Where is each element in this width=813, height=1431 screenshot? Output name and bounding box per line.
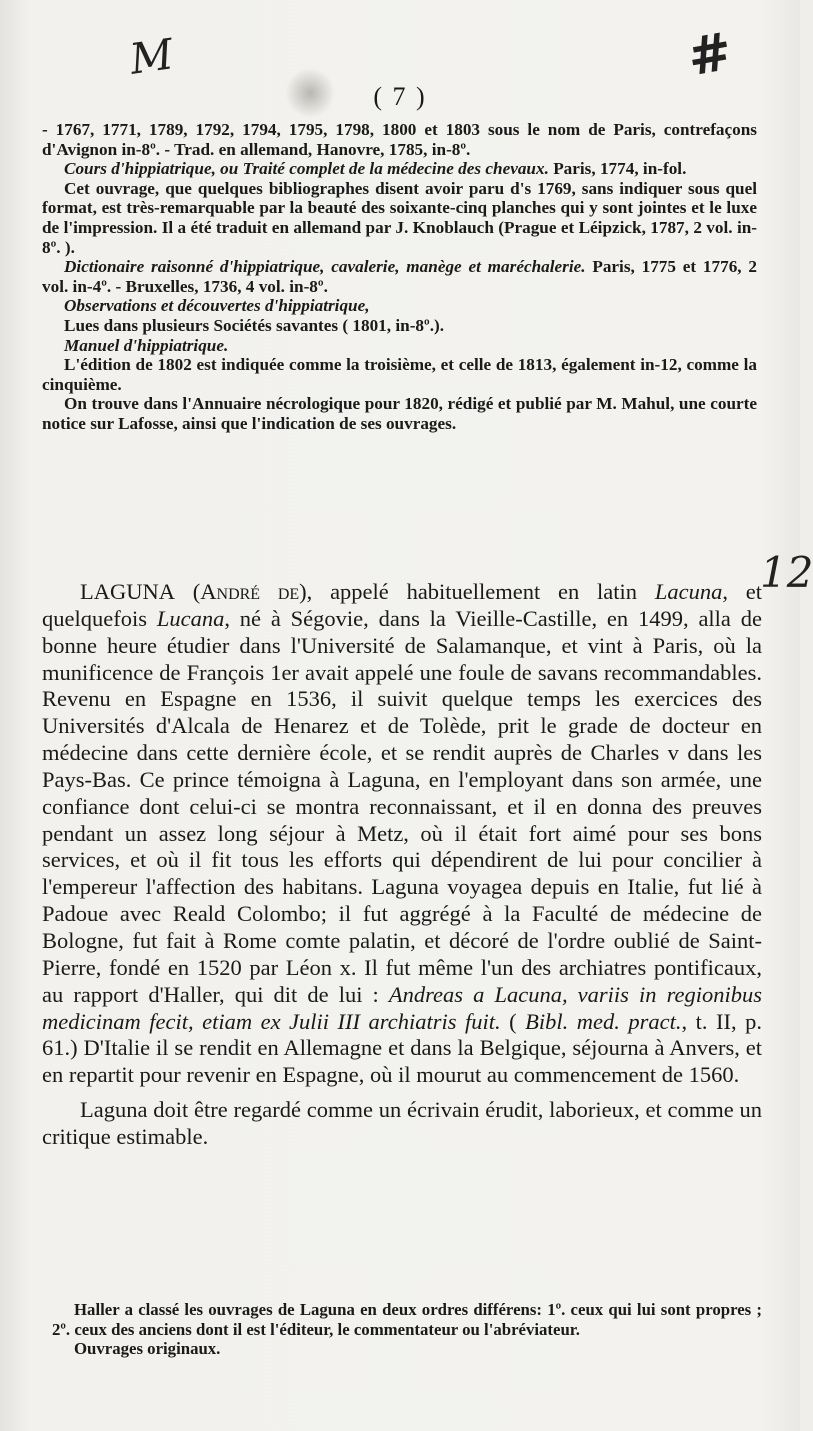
work-cours-note: Cet ouvrage, que quelques bibliographes disent avoir paru d's 1769, sans indiquer sous quel format, est très-remarquable par la beauté des soixante-cinq planches qui y sont jointes et le luxe de l'impression. Il a été traduit en allemand par J. Knoblauch (Prague et Léipzick, 1787, 2 vol. in-8º. ). [42, 178, 757, 257]
work-observations: Observations et découvertes d'hippiatrique, [64, 296, 370, 316]
work-cours: Cours d'hippiatrique, ou Traité complet de la médecine des chevaux. Paris, 1774, in-fol. [64, 159, 687, 179]
lafosse-bibliography [42, 120, 757, 434]
laguna-biography: LAGUNA (André de), appelé habituellement en latin Lacuna, et quelquefois Lucana, né à Ségovie, dans la Vieille-Castille, en 1499, alla de bonne heure étudier dans l'Université de Salamanque, et vint à Paris, où la munificence de François 1er avait appelé une foule de savans recommandables. Revenu en Espagne en 1536, il suivit quelque temps les exercices des Universités d'Alcala de Henarez et de Tolède, prit le grade de docteur en médecine dans cette dernière école, et se rendit auprès de Charles v dans les Pays-Bas. Ce prince témoigna à Laguna, en l'employant dans son armée, une confiance dont celui-ci se montra reconnaissant, et il en donna des preuves pendant un assez long séjour à Metz, où il était fort aimé pour ses bons services, et où il fit tous les efforts qui dépendirent de lui pour concilier à l'empereur l'affection des habitans. Laguna voyagea depuis en Italie, fut lié à Padoue avec Reald Colombo; il fut aggrégé à la Faculté de médecine de Bologne, fut fait à Rome comte palatin, et décoré de l'ordre oublié de Saint-Pierre, fondé en 1520 par Léon x. Il fut même l'un des archiatres pontificaux, au rapport d'Haller, qui dit de lui : Andreas a Lacuna, variis in regionibus medicinam fecit, etiam ex Julii III archiatris fuit. ( Bibl. med. pract., t. II, p. 61.) D'Italie il se rendit en Allemagne et dans la Belgique, séjourna à Anvers, et en repartit pour revenir en Espagne, où il mourut au commencement de 1560. [42, 579, 763, 1088]
work-observations-note: Lues dans plusieurs Sociétés savantes ( 1801, in-8º.). [64, 315, 445, 335]
handwritten-mark-left: M [126, 29, 177, 84]
laguna-assessment: Laguna doit être regardé comme un écrivain érudit, laborieux, et comme un critique estimable. [42, 1097, 762, 1149]
work-dictionaire: Dictionaire raisonné d'hippiatrique, cavalerie, manège et maréchalerie. Paris, 1775 et 1776, 2 vol. in-4º. - Bruxelles, 1736, 4 vol. in-8º. [42, 257, 757, 296]
haller-quote: Andreas a Lacuna, variis in regionibus medicinam fecit, etiam ex Julii III archiatris fuit. [42, 981, 762, 1034]
laguna-entry [42, 579, 762, 1151]
work-manuel-note: L'édition de 1802 est indiquée comme la troisième, et celle de 1813, également in-12, comme la cinquième. [42, 355, 757, 394]
haller-classification: Haller a classé les ouvrages de Laguna en deux ordres différens: 1º. ceux qui lui sont propres ; 2º. ceux des anciens dont il est l'éditeur, le commentateur ou l'abréviateur. [52, 1300, 762, 1339]
laguna-works-intro [52, 1300, 762, 1359]
entry-name: LAGUNA [80, 579, 175, 604]
page-number: ( 7 ) [373, 82, 427, 111]
works-heading: Ouvrages originaux. [74, 1339, 221, 1358]
edition-list: - 1767, 1771, 1789, 1792, 1794, 1795, 1798, 1800 et 1803 sous le nom de Paris, contrefaçons d'Avignon in-8º. - Trad. en allemand, Hanovre, 1785, in-8º. [42, 120, 757, 159]
annuaire-note: On trouve dans l'Annuaire nécrologique pour 1820, rédigé et publié par M. Mahul, une courte notice sur Lafosse, ainsi que l'indication de ses ouvrages. [42, 394, 757, 433]
work-manuel: Manuel d'hippiatrique. [64, 335, 229, 355]
handwritten-mark-right: # [683, 20, 737, 89]
handwritten-margin-number: 12 [760, 548, 813, 597]
